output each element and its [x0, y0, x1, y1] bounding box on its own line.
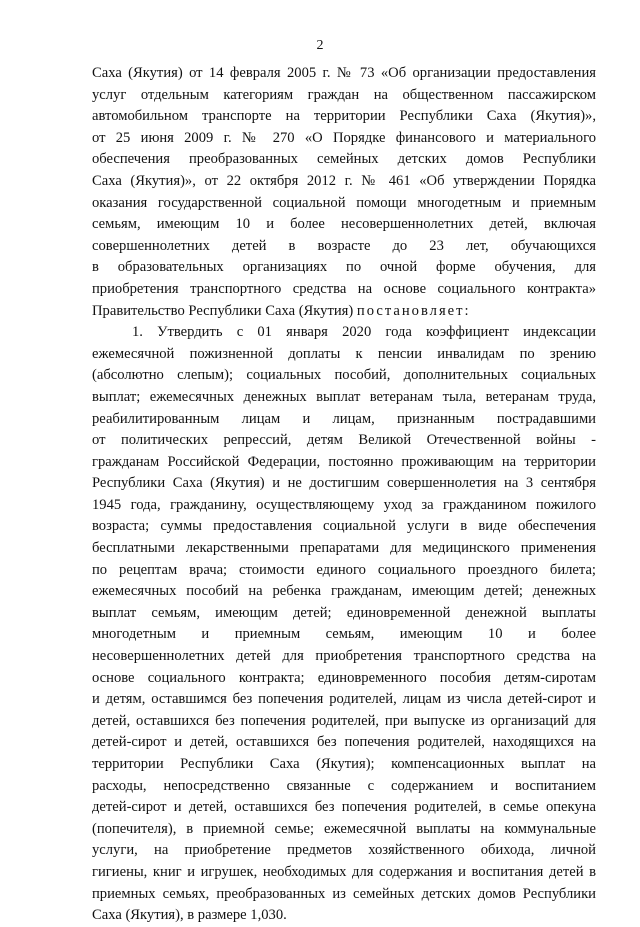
text-line: выплат; ежемесячных денежных выплат ветеранам тыла, ветеранам труда,	[92, 388, 596, 405]
text-line: бесплатными лекарственными препаратами для медицинского применения	[92, 540, 596, 557]
text-line: семьям, имеющим 10 и более несовершеннолетних детей, включая	[92, 216, 596, 233]
text-line: многодетным и приемным семьям, имеющим 10 и более	[92, 626, 596, 643]
text-line: от 25 июня 2009 г. № 270 «О Порядке финансового и материального	[92, 129, 596, 146]
intro-paragraph	[92, 63, 596, 322]
page-number: 2	[316, 38, 324, 53]
text-line: приемных семьях, преобразованных из семейных детских домов Республики	[92, 885, 596, 902]
text-line: (попечителя), в приемной семье; ежемесячной выплаты на коммунальные	[92, 820, 596, 837]
text-line: ежемесячной пожизненной доплаты к пенсии инвалидам по зрению	[92, 345, 596, 362]
text-line: возраста; суммы предоставления социальной услуги в виде обеспечения	[92, 518, 596, 535]
text-line: детей-сирот и детей, оставшихся без попечения родителей, в семье опекуна	[92, 799, 596, 816]
text-line: Саха (Якутия) от 14 февраля 2005 г. № 73 «Об организации предоставления	[92, 65, 596, 81]
item-1-paragraph	[92, 322, 596, 927]
text-line: от политических репрессий, детям Великой Отечественной войны -	[92, 432, 596, 449]
text-line: детей, оставшихся без попечения родителей, при выпуске из организаций для	[92, 712, 596, 729]
text-line: обеспечения преобразованных семейных детских домов Республики	[92, 151, 596, 168]
decree-prefix: Правительство Республики Саха (Якутия)	[92, 302, 357, 319]
text-line: реабилитированным лицам и лицам, признанным пострадавшими	[92, 410, 596, 427]
text-line: Саха (Якутия), в размере 1,030.	[92, 907, 287, 924]
text-line: услуг отдельным категориям граждан на общественном пассажирском	[92, 86, 596, 103]
text-line: Саха (Якутия)», от 22 октября 2012 г. № 461 «Об утверждении Порядка	[92, 172, 596, 189]
text-line: оказания государственной социальной помощи многодетным и приемным	[92, 194, 596, 211]
decree-line	[92, 301, 596, 323]
text-line: ежемесячных пособий на ребенка гражданам, имеющим детей; денежных	[92, 583, 596, 600]
text-line: в образовательных организациях по очной форме обучения, для	[92, 259, 596, 276]
text-line: гигиены, книг и игрушек, необходимых для содержания и воспитания детей в	[92, 863, 596, 880]
text-line: Республики Саха (Якутия) и не достигшим совершеннолетия на 3 сентября	[92, 475, 596, 492]
decree-verb: постановляет:	[356, 302, 471, 319]
text-line: расходы, непосредственно связанные с содержанием и воспитанием	[92, 777, 596, 794]
text-line: гражданам Российской Федерации, постоянно проживающим на территории	[92, 453, 596, 470]
text-line: по рецептам врача; стоимости единого социального проездного билета;	[92, 561, 596, 578]
text-line: детей-сирот и детей, оставшихся без попечения родителей, находящихся на	[92, 734, 596, 751]
text-line: 1945 года, гражданину, осуществляющему уход за гражданином пожилого	[92, 496, 596, 513]
text-line: территории Республики Саха (Якутия); компенсационных выплат на	[92, 756, 596, 772]
text-line: основе социального контракта; единовременного пособия детям-сиротам	[92, 669, 596, 686]
text-line: 1. Утвердить с 01 января 2020 года коэффициент индексации	[132, 324, 596, 341]
text-line: автомобильном транспорте на территории Республики Саха (Якутия)»,	[92, 108, 596, 125]
text-line: (абсолютно слепым); социальных пособий, дополнительных социальных	[92, 367, 596, 384]
text-line: несовершеннолетних детей для приобретения транспортного средства на	[92, 648, 596, 665]
text-line: выплат семьям, имеющим детей; единовременной денежной выплаты	[92, 604, 596, 621]
text-line: и детям, оставшимся без попечения родителей, лицам из числа детей-сирот и	[92, 691, 596, 708]
text-line: совершеннолетних детей в возрасте до 23 лет, обучающихся	[92, 237, 596, 254]
text-line: приобретения транспортного средства на основе социального контракта»	[92, 280, 596, 297]
text-line: услуги, на приобретение предметов хозяйственного обихода, личной	[92, 842, 596, 859]
document-body	[92, 63, 596, 927]
